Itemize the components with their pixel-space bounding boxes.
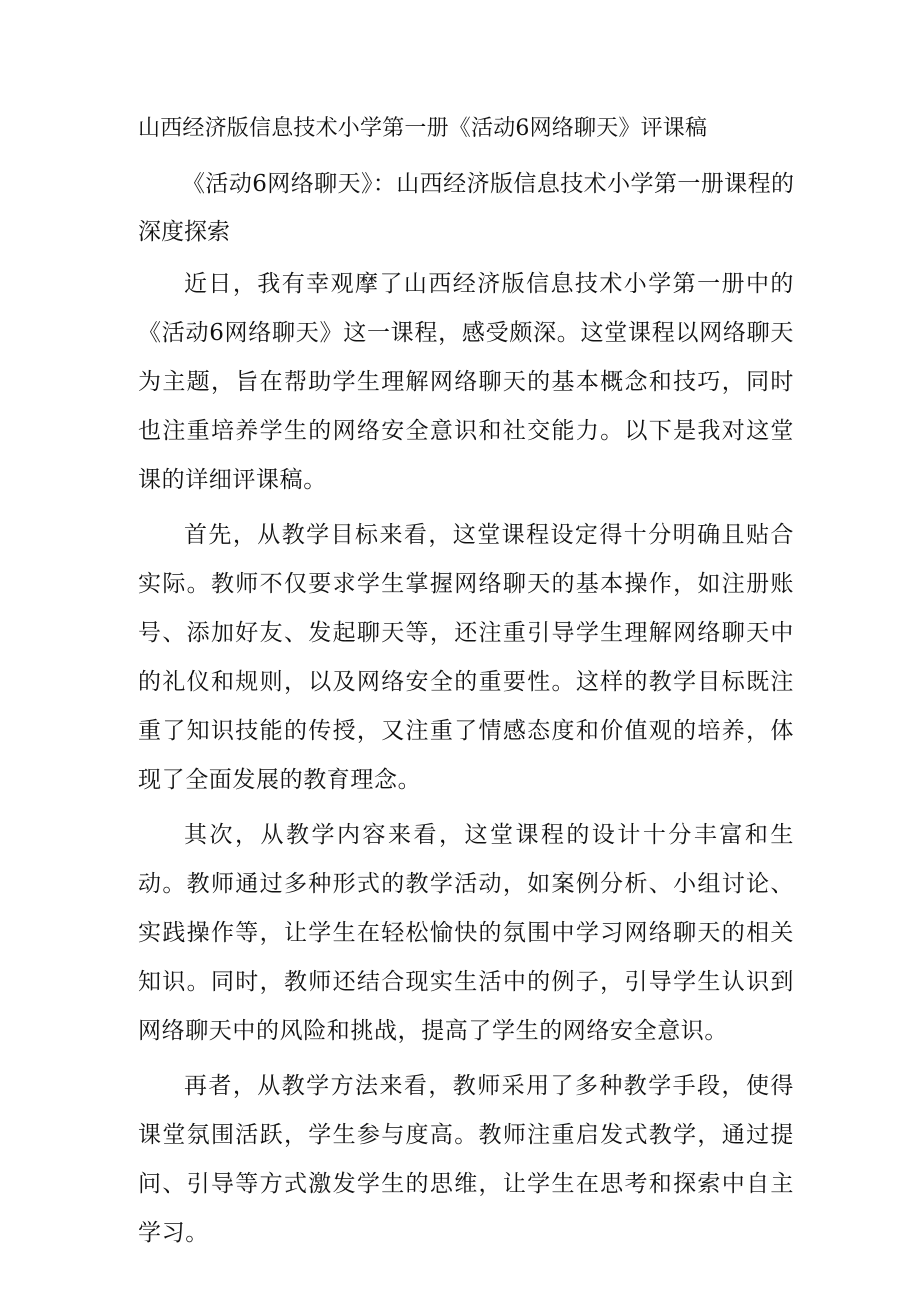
paragraph-teaching-methods: 再者，从教学方法来看，教师采用了多种教学手段，使得课堂氛围活跃，学生参与度高。教师注重启发式教学，通过提问、引导等方式激发学生的思维，让学生在思考和探索中自主学习。 [138, 1073, 794, 1246]
document-title: 山西经济版信息技术小学第一册《活动6网络聊天》评课稿 [138, 116, 708, 141]
paragraph-teaching-content: 其次，从教学内容来看，这堂课程的设计十分丰富和生动。教师通过多种形式的教学活动，如案例分析、小组讨论、实践操作等，让学生在轻松愉快的氛围中学习网络聊天的相关知识。同时，教师还结合现实生活中的例子，引导学生认识到网络聊天中的风险和挑战，提高了学生的网络安全意识。 [138, 822, 794, 1044]
paragraph-teaching-goals: 首先，从教学目标来看，这堂课程设定得十分明确且贴合实际。教师不仅要求学生掌握网络聊天的基本操作，如注册账号、添加好友、发起聊天等，还注重引导学生理解网络聊天中的礼仪和规则，以及网络安全的重要性。这样的教学目标既注重了知识技能的传授，又注重了情感态度和价值观的培养，体现了全面发展的教育理念。 [138, 522, 794, 793]
paragraph-intro: 近日，我有幸观摩了山西经济版信息技术小学第一册中的《活动6网络聊天》这一课程，感受颇深。这堂课程以网络聊天为主题，旨在帮助学生理解网络聊天的基本概念和技巧，同时也注重培养学生的网络安全意识和社交能力。以下是我对这堂课的详细评课稿。 [138, 271, 794, 493]
document-subtitle: 《活动6网络聊天》：山西经济版信息技术小学第一册课程的深度探索 [138, 171, 794, 245]
document-body [138, 110, 794, 1264]
